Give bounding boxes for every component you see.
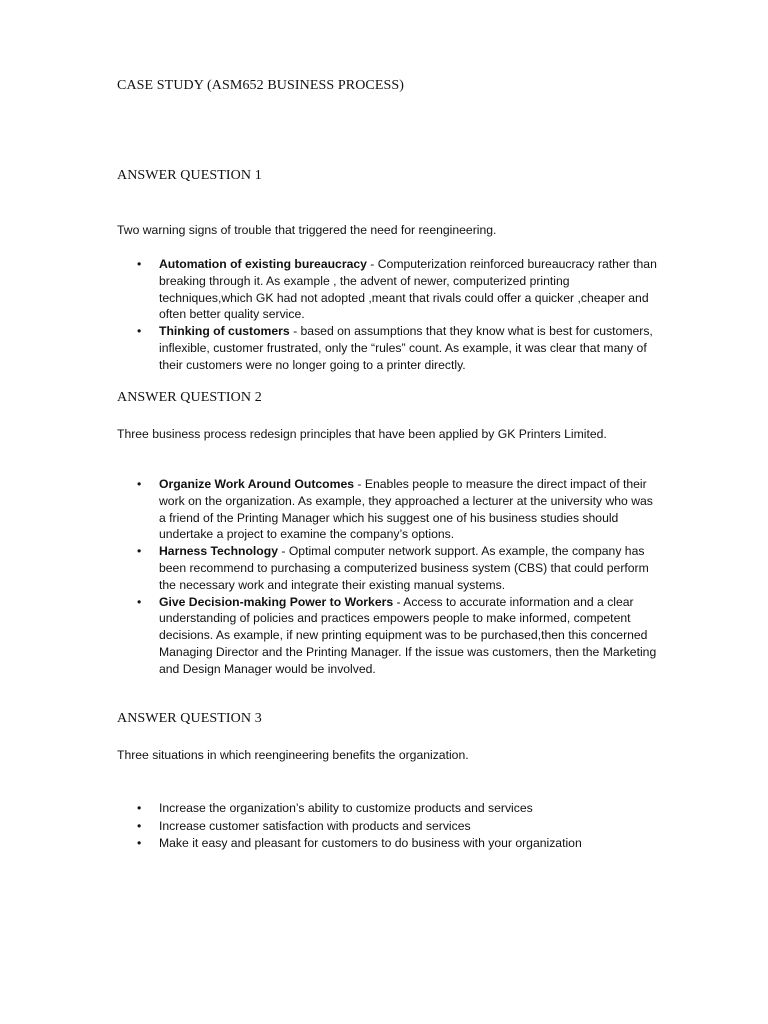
list-item bbox=[117, 818, 657, 836]
item-term: Thinking of customers bbox=[159, 324, 290, 339]
item-text: Make it easy and pleasant for customers to do business with your organization bbox=[159, 836, 582, 851]
item-term: Harness Technology bbox=[159, 544, 278, 559]
q3-intro: Three situations in which reengineering benefits the organization. bbox=[117, 748, 469, 762]
bullet-icon: • bbox=[137, 801, 142, 815]
bullet-icon: • bbox=[137, 544, 142, 559]
item-term: Give Decision-making Power to Workers bbox=[159, 594, 394, 609]
q1-list bbox=[117, 256, 657, 374]
bullet-icon: • bbox=[137, 594, 142, 609]
list-item bbox=[117, 835, 657, 853]
bullet-icon: • bbox=[137, 324, 142, 339]
list-item bbox=[117, 543, 657, 593]
q2-list bbox=[117, 476, 657, 678]
item-term: Organize Work Around Outcomes bbox=[159, 477, 355, 491]
list-item bbox=[117, 594, 657, 678]
item-text: Increase the organization’s ability to customize products and services bbox=[159, 801, 533, 815]
item-text: Increase customer satisfaction with products and services bbox=[159, 818, 471, 833]
item-text: - Optimal computer network support. As example, the company has been recommend to purchasing a computerized business system (CBS) that could perform the necessary work and integrate their existing manual systems. bbox=[159, 544, 649, 592]
list-item bbox=[117, 323, 657, 373]
q3-list bbox=[117, 800, 657, 853]
item-text: - based on assumptions that they know what is best for customers, inflexible, customer frustrated, only the “rules” count. As example, it was clear that many of their customers were no longer going to a printer directly. bbox=[159, 324, 653, 372]
bullet-icon: • bbox=[137, 836, 142, 851]
bullet-icon: • bbox=[137, 818, 142, 833]
item-text: - Access to accurate information and a clear understanding of policies and practices empowers people to make informed, competent decisions. As example, if new printing equipment was to be purchased,then this concerned Managing Director and the Printing Manager. If the issue was customers, then the Marketing and Design Manager would be involved. bbox=[159, 594, 657, 676]
item-text: - Enables people to measure the direct impact of their work on the organization. As example, they approached a lecturer at the university who was a friend of the Printing Manager which his suggest one of his business studies should undertake a project to examine the company’s options. bbox=[159, 477, 653, 542]
list-item bbox=[117, 800, 657, 818]
q1-heading: ANSWER QUESTION 1 bbox=[117, 168, 262, 183]
item-text: - Computerization reinforced bureaucracy rather than breaking through it. As example , the advent of newer, computerized printing techniques,which GK had not adopted ,meant that rivals could offer a quicker ,cheaper and often better quality service. bbox=[159, 257, 657, 322]
list-item bbox=[117, 256, 657, 323]
q2-heading: ANSWER QUESTION 2 bbox=[117, 390, 262, 405]
q2-intro: Three business process redesign principles that have been applied by GK Printers Limited. bbox=[117, 427, 607, 441]
list-item bbox=[117, 476, 657, 543]
q1-intro: Two warning signs of trouble that triggered the need for reengineering. bbox=[117, 223, 497, 237]
q3-heading: ANSWER QUESTION 3 bbox=[117, 711, 262, 726]
item-term: Automation of existing bureaucracy bbox=[159, 257, 367, 271]
bullet-icon: • bbox=[137, 477, 142, 491]
document-title: CASE STUDY (ASM652 BUSINESS PROCESS) bbox=[117, 78, 405, 93]
bullet-icon: • bbox=[137, 257, 142, 271]
